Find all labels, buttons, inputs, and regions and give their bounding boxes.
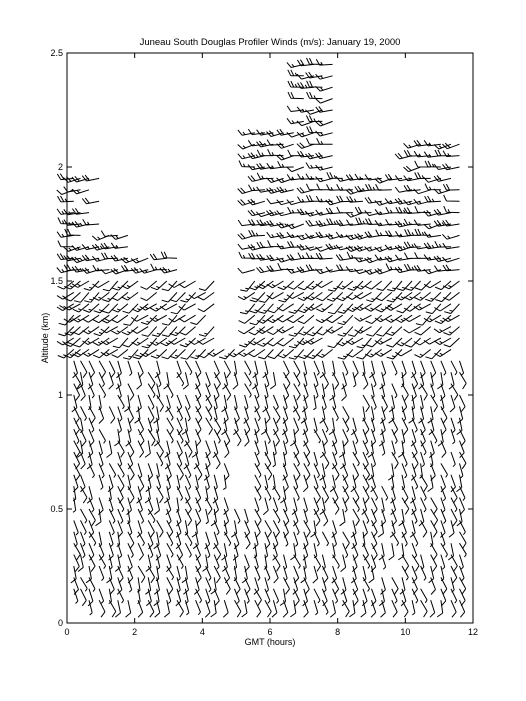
y-axis-label: Altitude (km) <box>40 312 50 364</box>
chart-title: Juneau South Douglas Profiler Winds (m/s): January 19, 2000 <box>139 37 401 48</box>
y-tick-label: 1.5 <box>50 276 63 286</box>
x-tick-label: 12 <box>467 627 479 637</box>
y-tick-label: 1 <box>57 390 63 400</box>
x-tick-label: 8 <box>335 627 341 637</box>
x-tick-label: 2 <box>132 627 138 637</box>
x-tick-label: 4 <box>199 627 205 637</box>
x-tick-label: 6 <box>267 627 273 637</box>
y-tick-label: 2.5 <box>50 48 63 58</box>
x-tick-label: 0 <box>64 627 70 637</box>
x-tick-label: 10 <box>400 627 411 637</box>
y-tick-label: 0 <box>57 618 63 628</box>
x-axis-label: GMT (hours) <box>244 637 296 647</box>
y-tick-label: 0.5 <box>50 504 63 514</box>
y-tick-label: 2 <box>57 162 63 172</box>
